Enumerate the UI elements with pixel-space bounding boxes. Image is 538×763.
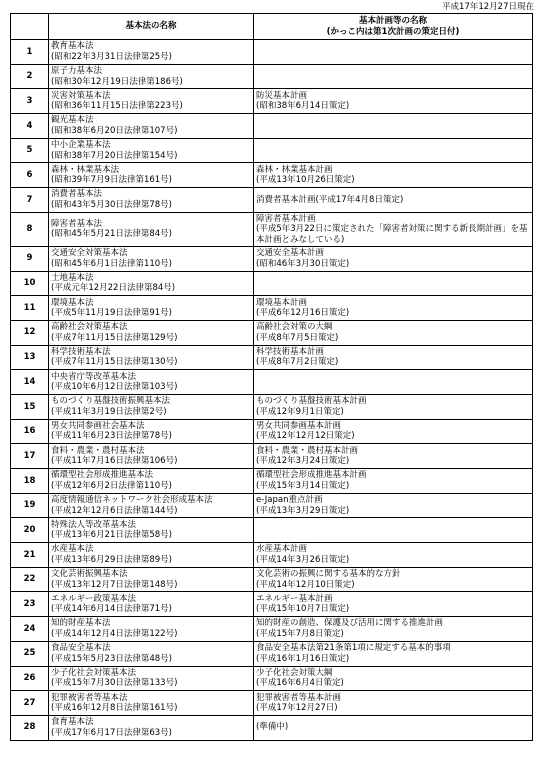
plan-date: (平成17年12月27日) xyxy=(256,703,338,714)
table-row xyxy=(11,691,533,716)
law-name-cell xyxy=(49,40,254,65)
row-number: 14 xyxy=(11,370,49,395)
law-name-cell xyxy=(49,592,254,617)
table-row xyxy=(11,419,533,444)
row-number: 3 xyxy=(11,89,49,114)
law-name-cell xyxy=(49,715,254,740)
plan-name-cell xyxy=(254,493,533,518)
plan-name-cell xyxy=(254,394,533,419)
plan-name-cell xyxy=(254,40,533,65)
law-name-cell xyxy=(49,212,254,246)
table-row xyxy=(11,666,533,691)
table-row xyxy=(11,493,533,518)
law-name: 少子化社会対策基本法 xyxy=(51,667,137,678)
table-row xyxy=(11,518,533,543)
plan-name-cell xyxy=(254,370,533,395)
table-row xyxy=(11,188,533,213)
table-row xyxy=(11,370,533,395)
law-citation: (平成12年6月2日法律第110号) xyxy=(51,480,172,491)
law-name: 障害者基本法 xyxy=(51,218,103,229)
law-name: 食品安全基本法 xyxy=(51,643,111,654)
law-name-cell xyxy=(49,394,254,419)
plan-date: (平成15年7月8日策定) xyxy=(256,628,344,639)
law-name: 災害対策基本法 xyxy=(51,90,111,101)
plan-name-cell xyxy=(254,212,533,246)
law-name: 原子力基本法 xyxy=(51,66,103,77)
law-citation: (平成12年12月6日法律第144号) xyxy=(51,505,178,516)
row-number: 27 xyxy=(11,691,49,716)
table-row xyxy=(11,320,533,345)
law-citation: (平成11年7月16日法律第106号) xyxy=(51,456,178,467)
plan-name: 文化芸術の振興に関する基本的な方針 xyxy=(256,569,401,580)
law-name: エネルギー政策基本法 xyxy=(51,593,137,604)
plan-name: 障害者基本計画 xyxy=(256,213,316,224)
row-number: 15 xyxy=(11,394,49,419)
law-citation: (昭和39年7月9日法律第161号) xyxy=(51,175,172,186)
law-name-cell xyxy=(49,271,254,296)
row-number: 5 xyxy=(11,138,49,163)
law-citation: (昭和30年12月19日法律第186号) xyxy=(51,76,183,87)
row-number: 11 xyxy=(11,296,49,321)
plan-name-cell xyxy=(254,592,533,617)
law-name-cell xyxy=(49,320,254,345)
plan-date: (平成12年3月24日策定) xyxy=(256,456,350,467)
plan-date: (平成15年3月14日策定) xyxy=(256,480,350,491)
law-citation: (平成17年6月17日法律第63号) xyxy=(51,727,172,738)
law-citation: (昭和22年3月31日法律第25号) xyxy=(51,51,172,62)
law-name-cell xyxy=(49,518,254,543)
row-number: 20 xyxy=(11,518,49,543)
law-name: 文化芸術振興基本法 xyxy=(51,569,128,580)
plan-name-cell xyxy=(254,345,533,370)
law-name: 観光基本法 xyxy=(51,115,94,126)
plan-date: (平成14年12月10日策定) xyxy=(256,579,355,590)
law-citation: (平成10年6月12日法律第103号) xyxy=(51,382,178,393)
plan-name: 高齢社会対策の大綱 xyxy=(256,322,333,333)
law-citation: (平成元年12月22日法律第84号) xyxy=(51,283,176,294)
plan-name: (準備中) xyxy=(256,722,289,733)
plan-name: 少子化社会対策大綱 xyxy=(256,667,333,678)
law-citation: (平成14年12月4日法律第122号) xyxy=(51,628,178,639)
law-name: 食料・農業・農村基本法 xyxy=(51,445,145,456)
plan-name-cell xyxy=(254,138,533,163)
row-number: 9 xyxy=(11,246,49,271)
row-number: 1 xyxy=(11,40,49,65)
law-citation: (平成14年6月14日法律第71号) xyxy=(51,604,172,615)
plan-date: (昭和46年3月30日策定) xyxy=(256,258,350,269)
table-row xyxy=(11,567,533,592)
row-number: 23 xyxy=(11,592,49,617)
header-row xyxy=(11,14,533,40)
table-row xyxy=(11,444,533,469)
row-number: 17 xyxy=(11,444,49,469)
law-name-cell xyxy=(49,493,254,518)
table-row xyxy=(11,345,533,370)
plan-name: 循環型社会形成推進基本計画 xyxy=(256,470,367,481)
plan-name-cell xyxy=(254,320,533,345)
basic-laws-table xyxy=(10,13,533,741)
row-number: 7 xyxy=(11,188,49,213)
table-row xyxy=(11,543,533,568)
law-name-cell xyxy=(49,163,254,188)
law-citation: (昭和45年5月21日法律第84号) xyxy=(51,229,172,240)
law-name: 中央省庁等改革基本法 xyxy=(51,371,137,382)
law-name-cell xyxy=(49,64,254,89)
plan-name-cell xyxy=(254,419,533,444)
plan-name-cell xyxy=(254,691,533,716)
row-number: 26 xyxy=(11,666,49,691)
plan-name: 食品安全基本法第21条第1項に規定する基本的事項 xyxy=(256,643,451,654)
plan-date: (平成15年10月7日策定) xyxy=(256,604,350,615)
law-citation: (平成11年6月23日法律第78号) xyxy=(51,431,172,442)
law-name-cell xyxy=(49,617,254,642)
plan-name-cell xyxy=(254,543,533,568)
plan-date: (昭和38年6月14日策定) xyxy=(256,101,350,112)
law-name-cell xyxy=(49,691,254,716)
plan-date: (平成5年3月22日に策定された「障害者対策に関する新長期計画」を基本計画とみなしている) xyxy=(256,224,528,245)
plan-date: (平成13年10月26日策定) xyxy=(256,175,355,186)
table-row xyxy=(11,592,533,617)
row-number: 24 xyxy=(11,617,49,642)
plan-name-cell xyxy=(254,444,533,469)
plan-name-cell xyxy=(254,567,533,592)
plan-date: (平成12年12月12日策定) xyxy=(256,431,355,442)
row-number: 10 xyxy=(11,271,49,296)
plan-name-cell xyxy=(254,469,533,494)
plan-name: 水産基本計画 xyxy=(256,544,308,555)
plan-date: (平成12年9月1日策定) xyxy=(256,406,344,417)
law-name: 知的財産基本法 xyxy=(51,618,111,629)
plan-name: 消費者基本計画(平成17年4月8日策定) xyxy=(256,194,404,205)
law-citation: (昭和36年11月15日法律第223号) xyxy=(51,101,183,112)
law-name-cell xyxy=(49,296,254,321)
law-citation: (平成13年6月21日法律第58号) xyxy=(51,530,172,541)
table-row xyxy=(11,271,533,296)
law-citation: (昭和43年5月30日法律第78号) xyxy=(51,199,172,210)
plan-name: エネルギー基本計画 xyxy=(256,593,333,604)
plan-name-cell xyxy=(254,64,533,89)
table-row xyxy=(11,296,533,321)
law-name-cell xyxy=(49,469,254,494)
plan-date: (平成16年6月4日策定) xyxy=(256,678,344,689)
header-plan-name xyxy=(254,14,533,40)
plan-name: 交通安全基本計画 xyxy=(256,248,325,259)
law-name: 食育基本法 xyxy=(51,717,94,728)
plan-name-cell xyxy=(254,89,533,114)
law-citation: (平成13年12月7日法律第148号) xyxy=(51,579,178,590)
row-number: 28 xyxy=(11,715,49,740)
law-name: 中小企業基本法 xyxy=(51,140,111,151)
law-name: 教育基本法 xyxy=(51,41,94,52)
table-row xyxy=(11,617,533,642)
plan-date: (平成13年3月29日策定) xyxy=(256,505,350,516)
law-citation: (平成16年12月8日法律第161号) xyxy=(51,703,178,714)
law-name-cell xyxy=(49,114,254,139)
plan-name: ものづくり基盤技術基本計画 xyxy=(256,396,367,407)
plan-name-cell xyxy=(254,666,533,691)
table-row xyxy=(11,212,533,246)
header-number xyxy=(11,14,49,40)
plan-name: 男女共同参画基本計画 xyxy=(256,420,342,431)
law-name-cell xyxy=(49,345,254,370)
row-number: 12 xyxy=(11,320,49,345)
plan-name: 知的財産の創造、保護及び活用に関する推進計画 xyxy=(256,618,444,629)
law-name-cell xyxy=(49,188,254,213)
law-name: 消費者基本法 xyxy=(51,189,103,200)
law-citation: (平成13年6月29日法律第89号) xyxy=(51,554,172,565)
plan-name: 食料・農業・農村基本計画 xyxy=(256,445,359,456)
law-citation: (昭和38年7月20日法律第154号) xyxy=(51,150,178,161)
row-number: 19 xyxy=(11,493,49,518)
table-row xyxy=(11,138,533,163)
law-name: 特殊法人等改革基本法 xyxy=(51,519,137,530)
plan-name-cell xyxy=(254,163,533,188)
law-citation: (平成11年3月19日法律第2号) xyxy=(51,406,167,417)
plan-name: 防災基本計画 xyxy=(256,90,308,101)
header-plan-note: (かっこ内は第1次計画の策定日付) xyxy=(326,26,460,37)
table-row xyxy=(11,246,533,271)
law-name: 科学技術基本法 xyxy=(51,346,111,357)
law-name-cell xyxy=(49,370,254,395)
table-row xyxy=(11,40,533,65)
plan-date: (平成16年1月16日策定) xyxy=(256,653,350,664)
plan-date: (平成6年12月16日策定) xyxy=(256,308,350,319)
row-number: 22 xyxy=(11,567,49,592)
row-number: 2 xyxy=(11,64,49,89)
law-name: 水産基本法 xyxy=(51,544,94,555)
law-name: 高度情報通信ネットワーク社会形成基本法 xyxy=(51,495,213,506)
plan-name-cell xyxy=(254,641,533,666)
law-name-cell xyxy=(49,89,254,114)
table-row xyxy=(11,469,533,494)
law-citation: (昭和38年6月20日法律第107号) xyxy=(51,125,178,136)
table-row xyxy=(11,715,533,740)
plan-date: (平成8年7月2日策定) xyxy=(256,357,339,368)
plan-name: 科学技術基本計画 xyxy=(256,346,325,357)
row-number: 18 xyxy=(11,469,49,494)
plan-date: (平成14年3月26日策定) xyxy=(256,554,350,565)
law-name: ものづくり基盤技術振興基本法 xyxy=(51,396,171,407)
row-number: 25 xyxy=(11,641,49,666)
law-name-cell xyxy=(49,567,254,592)
law-name: 高齢社会対策基本法 xyxy=(51,322,128,333)
table-row xyxy=(11,64,533,89)
row-number: 13 xyxy=(11,345,49,370)
plan-name-cell xyxy=(254,246,533,271)
table-row xyxy=(11,89,533,114)
law-name: 循環型社会形成推進基本法 xyxy=(51,470,154,481)
table-row xyxy=(11,163,533,188)
law-name: 男女共同参画社会基本法 xyxy=(51,420,145,431)
row-number: 16 xyxy=(11,419,49,444)
law-name-cell xyxy=(49,444,254,469)
law-citation: (平成7年11月15日法律第130号) xyxy=(51,357,178,368)
law-name: 森林・林業基本法 xyxy=(51,164,120,175)
law-name-cell xyxy=(49,666,254,691)
row-number: 4 xyxy=(11,114,49,139)
plan-name-cell xyxy=(254,518,533,543)
law-name: 土地基本法 xyxy=(51,272,94,283)
plan-name-cell xyxy=(254,271,533,296)
law-name-cell xyxy=(49,246,254,271)
plan-date: (平成8年7月5日策定) xyxy=(256,332,339,343)
law-citation: (平成7年11月15日法律第129号) xyxy=(51,332,178,343)
law-name-cell xyxy=(49,641,254,666)
plan-name-cell xyxy=(254,114,533,139)
plan-name-cell xyxy=(254,715,533,740)
plan-name-cell xyxy=(254,188,533,213)
table-row xyxy=(11,114,533,139)
row-number: 8 xyxy=(11,212,49,246)
plan-name-cell xyxy=(254,617,533,642)
law-name: 犯罪被害者等基本法 xyxy=(51,692,128,703)
law-citation: (昭和45年6月1日法律第110号) xyxy=(51,258,172,269)
law-citation: (平成15年5月23日法律第48号) xyxy=(51,653,172,664)
law-citation: (平成15年7月30日法律第133号) xyxy=(51,678,178,689)
law-name-cell xyxy=(49,543,254,568)
law-name-cell xyxy=(49,419,254,444)
plan-name: 環境基本計画 xyxy=(256,297,308,308)
law-name-cell xyxy=(49,138,254,163)
as-of-date: 平成17年12月27日現在 xyxy=(442,2,534,12)
plan-name: 犯罪被害者等基本計画 xyxy=(256,692,342,703)
plan-name: 森林・林業基本計画 xyxy=(256,164,333,175)
table-body xyxy=(11,40,533,741)
header-plan-title: 基本計画等の名称 xyxy=(358,16,427,26)
header-law-name: 基本法の名称 xyxy=(49,14,254,40)
plan-name-cell xyxy=(254,296,533,321)
law-name: 環境基本法 xyxy=(51,297,94,308)
plan-name: e-Japan重点計画 xyxy=(256,495,323,506)
table-row xyxy=(11,394,533,419)
row-number: 6 xyxy=(11,163,49,188)
law-name: 交通安全対策基本法 xyxy=(51,248,128,259)
row-number: 21 xyxy=(11,543,49,568)
law-citation: (平成5年11月19日法律第91号) xyxy=(51,308,172,319)
table-row xyxy=(11,641,533,666)
